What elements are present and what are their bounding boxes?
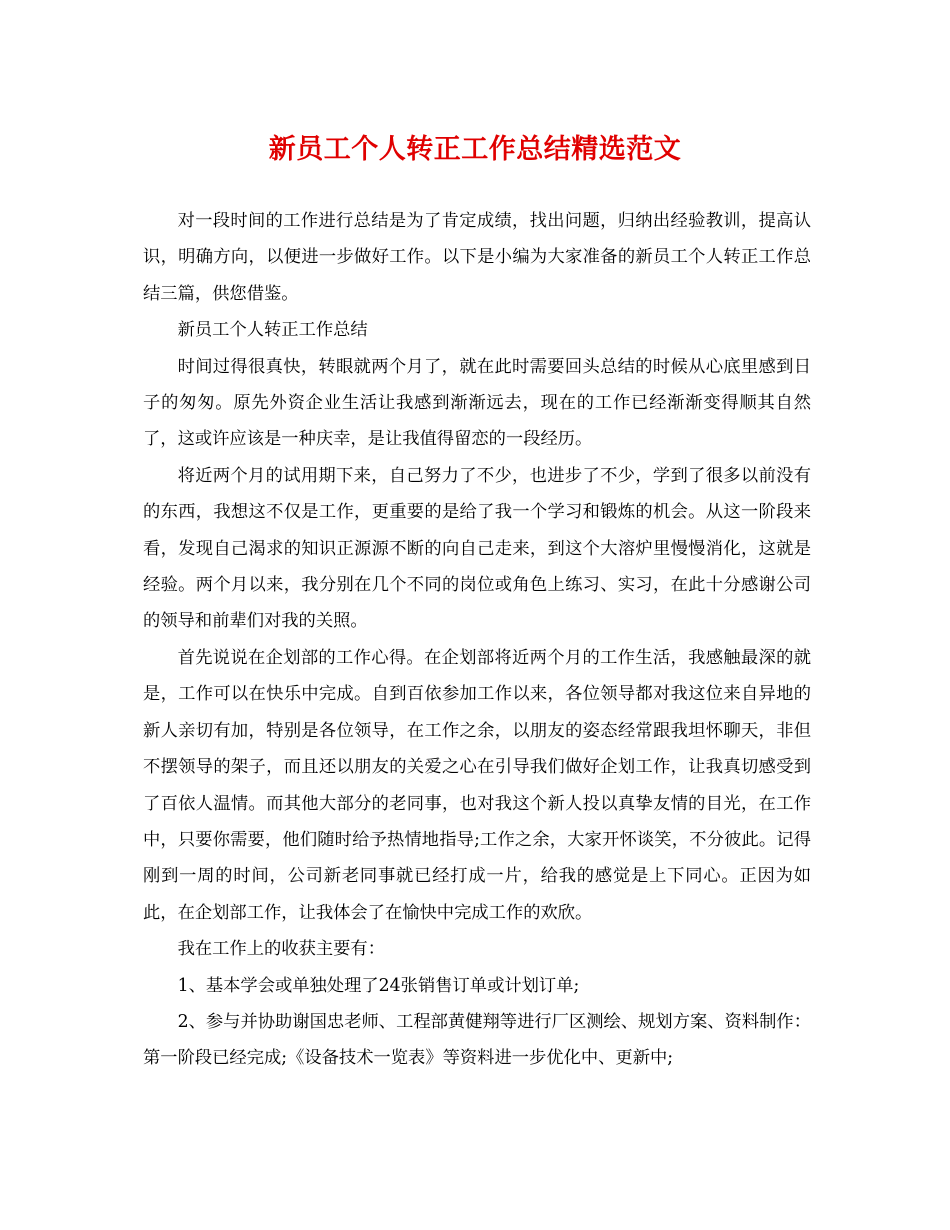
list-item: 1、基本学会或单独处理了24张销售订单或计划订单; (177, 975, 580, 996)
paragraph: 首先说说在企划部的工作心得。在企划部将近两个月的工作生活，我感触最深的就是，工作可以在快乐中完成。自到百依参加工作以来，各位领导都对我这位来自异地的新人亲切有加，特别是各位领导，在工作之余，以朋友的姿态经常跟我坦怀聊天，非但不摆领导的架子，而且还以朋友的关爱之心在引导我们做好企划工作，让我真切感受到了百依人温情。而其他大部分的老同事，也对我这个新人投以真挚友情的目光，在工作中，只要你需要，他们随时给予热情地指导;工作之余，大家开怀谈笑，不分彼此。记得刚到一周的时间，公司新老同事就已经打成一片，给我的感觉是上下同心。正因为如此，在企划部工作，让我体会了在愉快中完成工作的欢欣。 (143, 647, 811, 923)
paragraph-intro: 对一段时间的工作进行总结是为了肯定成绩，找出问题，归纳出经验教训，提高认识，明确方向，以便进一步做好工作。以下是小编为大家准备的新员工个人转正工作总结三篇，供您借鉴。 (143, 211, 811, 304)
document-body (143, 203, 811, 1077)
paragraph: 我在工作上的收获主要有： (177, 939, 385, 960)
list-item: 2、参与并协助谢国忠老师、工程部黄健翔等进行厂区测绘、规划方案、资料制作：第一阶段已经完成;《设备技术一览表》等资料进一步优化中、更新中; (143, 1011, 811, 1069)
document-title: 新员工个人转正工作总结精选范文 (268, 134, 682, 165)
paragraph-subheading: 新员工个人转正工作总结 (177, 320, 368, 341)
paragraph: 将近两个月的试用期下来，自己努力了不少，也进步了不少，学到了很多以前没有的东西，我想这不仅是工作，更重要的是给了我一个学习和锻炼的机会。从这一阶段来看，发现自己渴求的知识正源源不断的向自己走来，到这个大溶炉里慢慢消化，这就是经验。两个月以来，我分别在几个不同的岗位或角色上练习、实习，在此十分感谢公司的领导和前辈们对我的关照。 (143, 465, 811, 632)
paragraph: 时间过得很真快，转眼就两个月了，就在此时需要回头总结的时候从心底里感到日子的匆匆。原先外资企业生活让我感到渐渐远去，现在的工作已经渐渐变得顺其自然了，这或许应该是一种庆幸，是让我值得留恋的一段经历。 (143, 356, 811, 450)
